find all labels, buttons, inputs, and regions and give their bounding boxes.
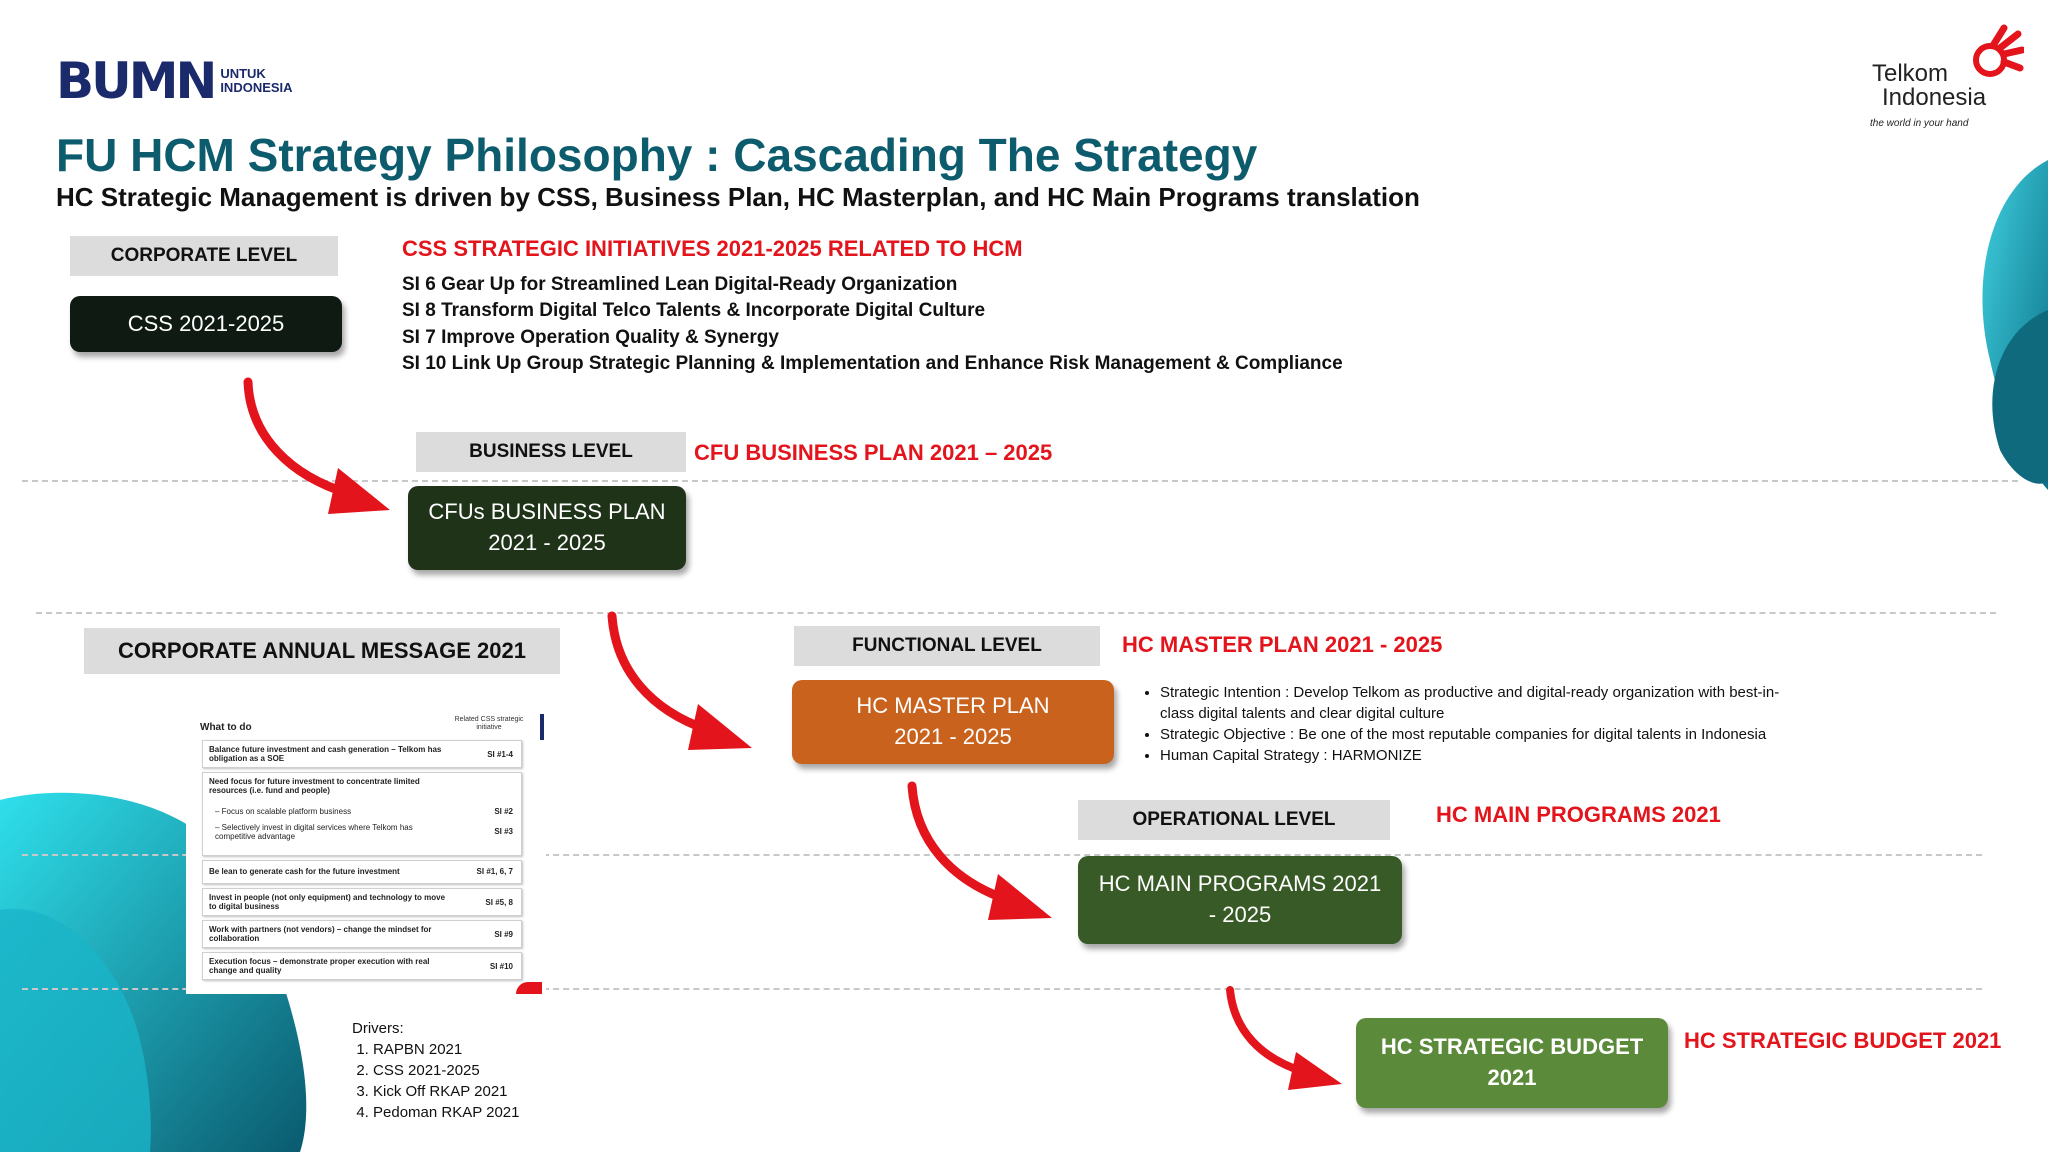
initiative-item: SI 6 Gear Up for Streamlined Lean Digital-Ready Organization — [402, 274, 958, 295]
bumn-logo — [56, 52, 293, 110]
page-title: FU HCM Strategy Philosophy : Cascading The Strategy — [56, 129, 1258, 181]
hc-main-programs-heading: HC MAIN PROGRAMS 2021 — [1436, 802, 1721, 827]
hc-master-plan-heading: HC MASTER PLAN 2021 - 2025 — [1122, 632, 1443, 657]
css-box: CSS 2021-2025 — [70, 296, 342, 352]
cascade-arrow-icon — [1220, 986, 1350, 1096]
cascade-arrow-icon — [600, 610, 760, 760]
programs-box-line1: HC MAIN PROGRAMS 2021 — [1098, 871, 1382, 897]
business-plan-heading: CFU BUSINESS PLAN 2021 – 2025 — [694, 440, 1053, 465]
driver-item: 2. CSS 2021-2025 — [373, 1060, 520, 1081]
table-row: Balance future investment and cash generation – Telkom has obligation as a SOE SI #1-4 — [202, 740, 522, 768]
initiative-item: SI 8 Transform Digital Telco Talents & Incorporate Digital Culture — [402, 300, 986, 321]
functional-level-label: FUNCTIONAL LEVEL — [794, 626, 1100, 666]
cfu-box-line1: CFUs BUSINESS PLAN — [428, 499, 666, 525]
css-initiatives-heading: CSS STRATEGIC INITIATIVES 2021-2025 RELATED TO HCM — [402, 236, 1023, 261]
telkom-logo-line1: Telkom — [1872, 60, 1949, 87]
drivers-title: Drivers: — [352, 1020, 404, 1037]
budget-box-line1: HC STRATEGIC BUDGET — [1380, 1034, 1644, 1060]
initiative-item: SI 10 Link Up Group Strategic Planning & Implementation and Enhance Risk Management & Compliance — [402, 353, 1343, 374]
cfu-business-plan-box — [408, 486, 686, 570]
driver-item: 1. RAPBN 2021 — [373, 1039, 520, 1060]
master-box-line2: 2021 - 2025 — [894, 724, 1012, 749]
decorative-wave-right-icon — [1930, 160, 2048, 500]
telkom-logo — [1868, 24, 2028, 134]
driver-item: 4. Pedoman RKAP 2021 — [373, 1102, 520, 1123]
bumn-logo-icon: BUMN — [56, 52, 215, 110]
drivers-list — [352, 1018, 520, 1123]
annual-message-label: CORPORATE ANNUAL MESSAGE 2021 — [84, 628, 560, 674]
operational-level-label: OPERATIONAL LEVEL — [1078, 800, 1390, 840]
bullet-item: • Strategic Intention : Develop Telkom as productive and digital-ready organization with best-in-class digital talents and clear digital culture — [1160, 682, 1812, 724]
annual-message-table — [186, 708, 546, 994]
telkom-logo-line2: Indonesia — [1882, 84, 1987, 111]
budget-box-line2: 2021 — [1487, 1065, 1537, 1090]
table-row: Be lean to generate cash for the future investment SI #1, 6, 7 — [202, 860, 522, 884]
telkom-logo-icon — [1964, 24, 2024, 86]
bullet-item: • Strategic Objective : Be one of the most reputable companies for digital talents in Indonesia — [1160, 724, 1812, 745]
master-box-line1: HC MASTER PLAN — [856, 693, 1050, 719]
master-plan-bullets — [1132, 682, 1812, 766]
initiative-item: SI 7 Improve Operation Quality & Synergy — [402, 327, 779, 348]
bumn-tagline-2: INDONESIA — [220, 80, 293, 95]
hc-strategic-budget-box — [1356, 1018, 1668, 1108]
cfu-box-line2: 2021 - 2025 — [488, 530, 606, 555]
table-row: Work with partners (not vendors) – change the mindset for collaboration SI #9 — [202, 920, 522, 948]
cascade-arrow-icon — [230, 376, 400, 526]
business-level-label: BUSINESS LEVEL — [416, 432, 686, 472]
telkom-tagline: the world in your hand — [1870, 118, 1969, 129]
hc-master-plan-box — [792, 680, 1114, 764]
driver-item: 3. Kick Off RKAP 2021 — [373, 1081, 520, 1102]
hc-main-programs-box — [1078, 856, 1402, 944]
hc-strategic-budget-heading: HC STRATEGIC BUDGET 2021 — [1684, 1028, 2002, 1053]
separator-2 — [36, 612, 1996, 614]
bullet-item: • Human Capital Strategy : HARMONIZE — [1160, 745, 1812, 766]
programs-box-line2: - 2025 — [1208, 902, 1272, 927]
corporate-level-label: CORPORATE LEVEL — [70, 236, 338, 276]
bumn-tagline-1: UNTUK — [220, 66, 266, 81]
cascade-arrow-icon — [900, 780, 1060, 930]
table-header-left: What to do — [200, 722, 252, 733]
table-row: Invest in people (not only equipment) and technology to move to digital business SI #5, 8 — [202, 888, 522, 916]
table-row: Execution focus – demonstrate proper execution with real change and quality SI #10 — [202, 952, 522, 980]
page-subtitle: HC Strategic Management is driven by CSS, Business Plan, HC Masterplan, and HC Main Programs translation — [56, 182, 1420, 212]
table-row: Need focus for future investment to concentrate limited resources (i.e. fund and people) – Focus on scalable platform business SI #2 – Selectively invest in digital services where Telkom has competitive advantage SI #3 — [202, 772, 522, 856]
table-header-right: Related CSS strategic initiative — [454, 716, 524, 731]
